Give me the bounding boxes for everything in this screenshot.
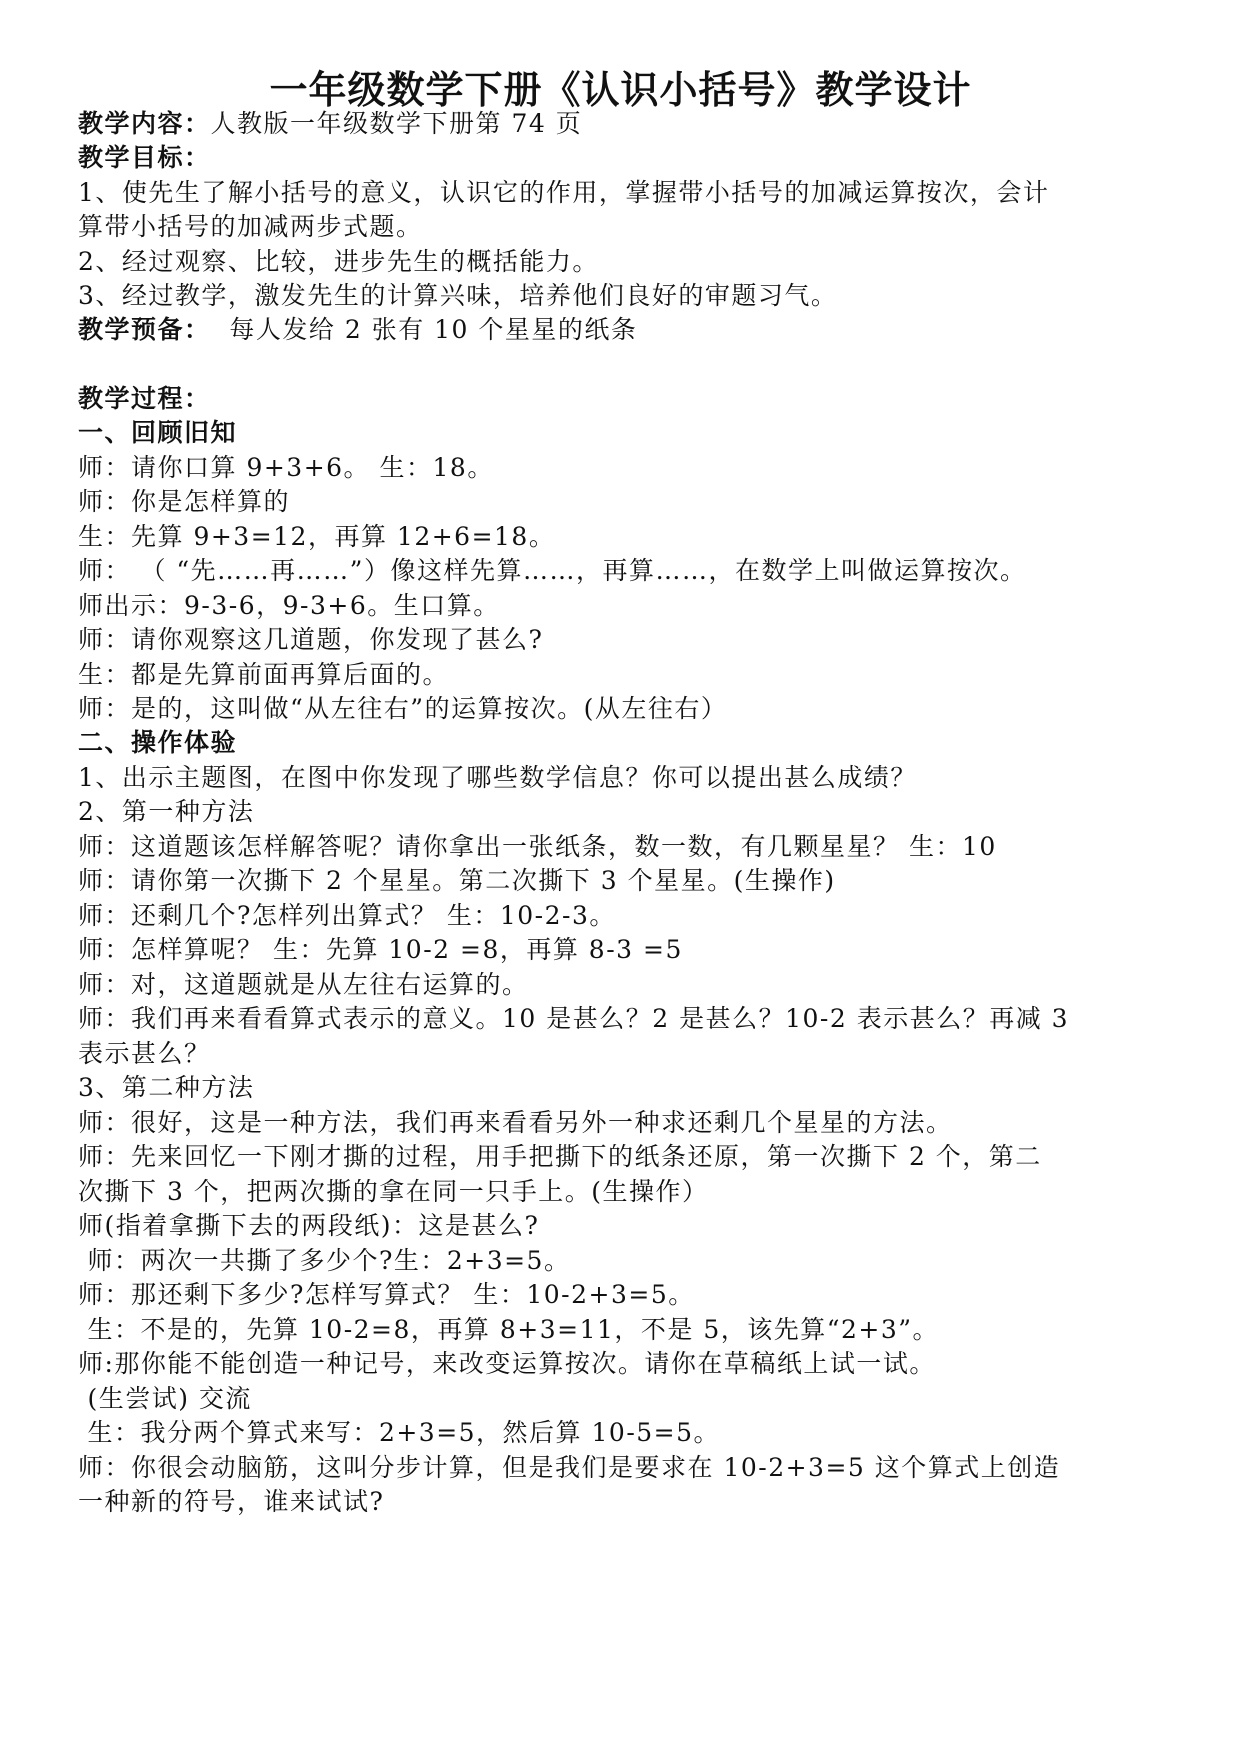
dialogue-line: 师出示：9-3-6，9-3+6。生口算。 bbox=[78, 591, 500, 620]
dialogue-line: 师：请你第一次撕下 2 个星星。第二次撕下 3 个星星。(生操作) bbox=[78, 866, 836, 895]
dialogue-line: 3、第二种方法 bbox=[78, 1073, 255, 1102]
dialogue-line: 师：请你观察这几道题，你发现了甚么? bbox=[78, 625, 544, 654]
preparation-label: 教学预备： bbox=[78, 315, 211, 344]
dialogue-line: 生：都是先算前面再算后面的。 bbox=[78, 660, 450, 689]
teaching-content-label: 教学内容： bbox=[78, 109, 211, 138]
dialogue-line: 1、出示主题图，在图中你发现了哪些数学信息？你可以提出甚么成绩？ bbox=[78, 763, 917, 792]
preparation-value: 每人发给 2 张有 10 个星星的纸条 bbox=[210, 315, 638, 344]
dialogue-line: 表示甚么？ bbox=[78, 1039, 211, 1068]
dialogue-line: 生：先算 9+3=12，再算 12+6=18。 bbox=[78, 522, 556, 551]
dialogue-line: 一种新的符号，谁来试试? bbox=[78, 1487, 385, 1516]
dialogue-line: 2、第一种方法 bbox=[78, 797, 255, 826]
section-2-heading: 二、操作体验 bbox=[78, 728, 238, 757]
dialogue-line: 师：是的，这叫做“从左往右”的运算按次。(从左往右） bbox=[78, 694, 728, 723]
teaching-process-heading: 教学过程： bbox=[78, 384, 211, 413]
dialogue-line: 师：很好，这是一种方法，我们再来看看另外一种求还剩几个星星的方法。 bbox=[78, 1108, 953, 1137]
goal-1-line-a: 1、使先生了解小括号的意义，认识它的作用，掌握带小括号的加减运算按次，会计 bbox=[78, 178, 1050, 207]
dialogue-line: 师：你很会动脑筋，这叫分步计算，但是我们是要求在 10-2+3=5 这个算式上创造 bbox=[78, 1453, 1061, 1482]
document-title: 一年级数学下册《认识小括号》教学设计 bbox=[269, 68, 972, 112]
section-1-heading: 一、回顾旧知 bbox=[78, 418, 238, 447]
dialogue-line: 师：还剩几个?怎样列出算式？ 生：10-2-3。 bbox=[78, 901, 616, 930]
dialogue-line: 师：我们再来看看算式表示的意义。10 是甚么？2 是甚么？10-2 表示甚么？再减 3 bbox=[78, 1004, 1070, 1033]
dialogue-line: 师：请你口算 9+3+6。 生：18。 bbox=[78, 453, 494, 482]
dialogue-line: 师：怎样算呢？ 生：先算 10-2 =8，再算 8-3 =5 bbox=[78, 935, 683, 964]
dialogue-line: (生尝试) 交流 bbox=[78, 1384, 252, 1413]
dialogue-line: 师：这道题该怎样解答呢？请你拿出一张纸条，数一数，有几颗星星？ 生：10 bbox=[78, 832, 997, 861]
teaching-content-line bbox=[78, 107, 1171, 141]
dialogue-line: 生：不是的，先算 10-2=8，再算 8+3=11，不是 5，该先算“2+3”。 bbox=[78, 1315, 940, 1344]
dialogue-line: 师：你是怎样算的 bbox=[78, 487, 291, 516]
teaching-content-value: 人教版一年级数学下册第 74 页 bbox=[210, 109, 583, 138]
dialogue-line: 师：对，这道题就是从左往右运算的。 bbox=[78, 970, 529, 999]
goal-1-line-b: 算带小括号的加减两步式题。 bbox=[78, 212, 423, 241]
dialogue-line: 师：两次一共撕了多少个?生：2+3=5。 bbox=[78, 1246, 571, 1275]
dialogue-line: 师：先来回忆一下刚才撕的过程，用手把撕下的纸条还原，第一次撕下 2 个，第二 bbox=[78, 1142, 1042, 1171]
preparation-line bbox=[78, 313, 1171, 347]
teaching-goals-heading: 教学目标： bbox=[78, 143, 211, 172]
goal-2: 2、经过观察、比较，进步先生的概括能力。 bbox=[78, 247, 599, 276]
dialogue-line: 师(指着拿撕下去的两段纸)：这是甚么? bbox=[78, 1211, 540, 1240]
dialogue-line: 生：我分两个算式来写：2+3=5，然后算 10-5=5。 bbox=[78, 1418, 721, 1447]
dialogue-line: 师： （ “先……再……”）像这样先算……，再算……，在数学上叫做运算按次。 bbox=[78, 556, 1027, 585]
goal-3: 3、经过教学，激发先生的计算兴味，培养他们良好的审题习气。 bbox=[78, 281, 838, 310]
dialogue-line: 师:那你能不能创造一种记号，来改变运算按次。请你在草稿纸上试一试。 bbox=[78, 1349, 936, 1378]
dialogue-line: 师：那还剩下多少?怎样写算式？ 生：10-2+3=5。 bbox=[78, 1280, 695, 1309]
dialogue-line: 次撕下 3 个，把两次撕的拿在同一只手上。(生操作） bbox=[78, 1177, 709, 1206]
